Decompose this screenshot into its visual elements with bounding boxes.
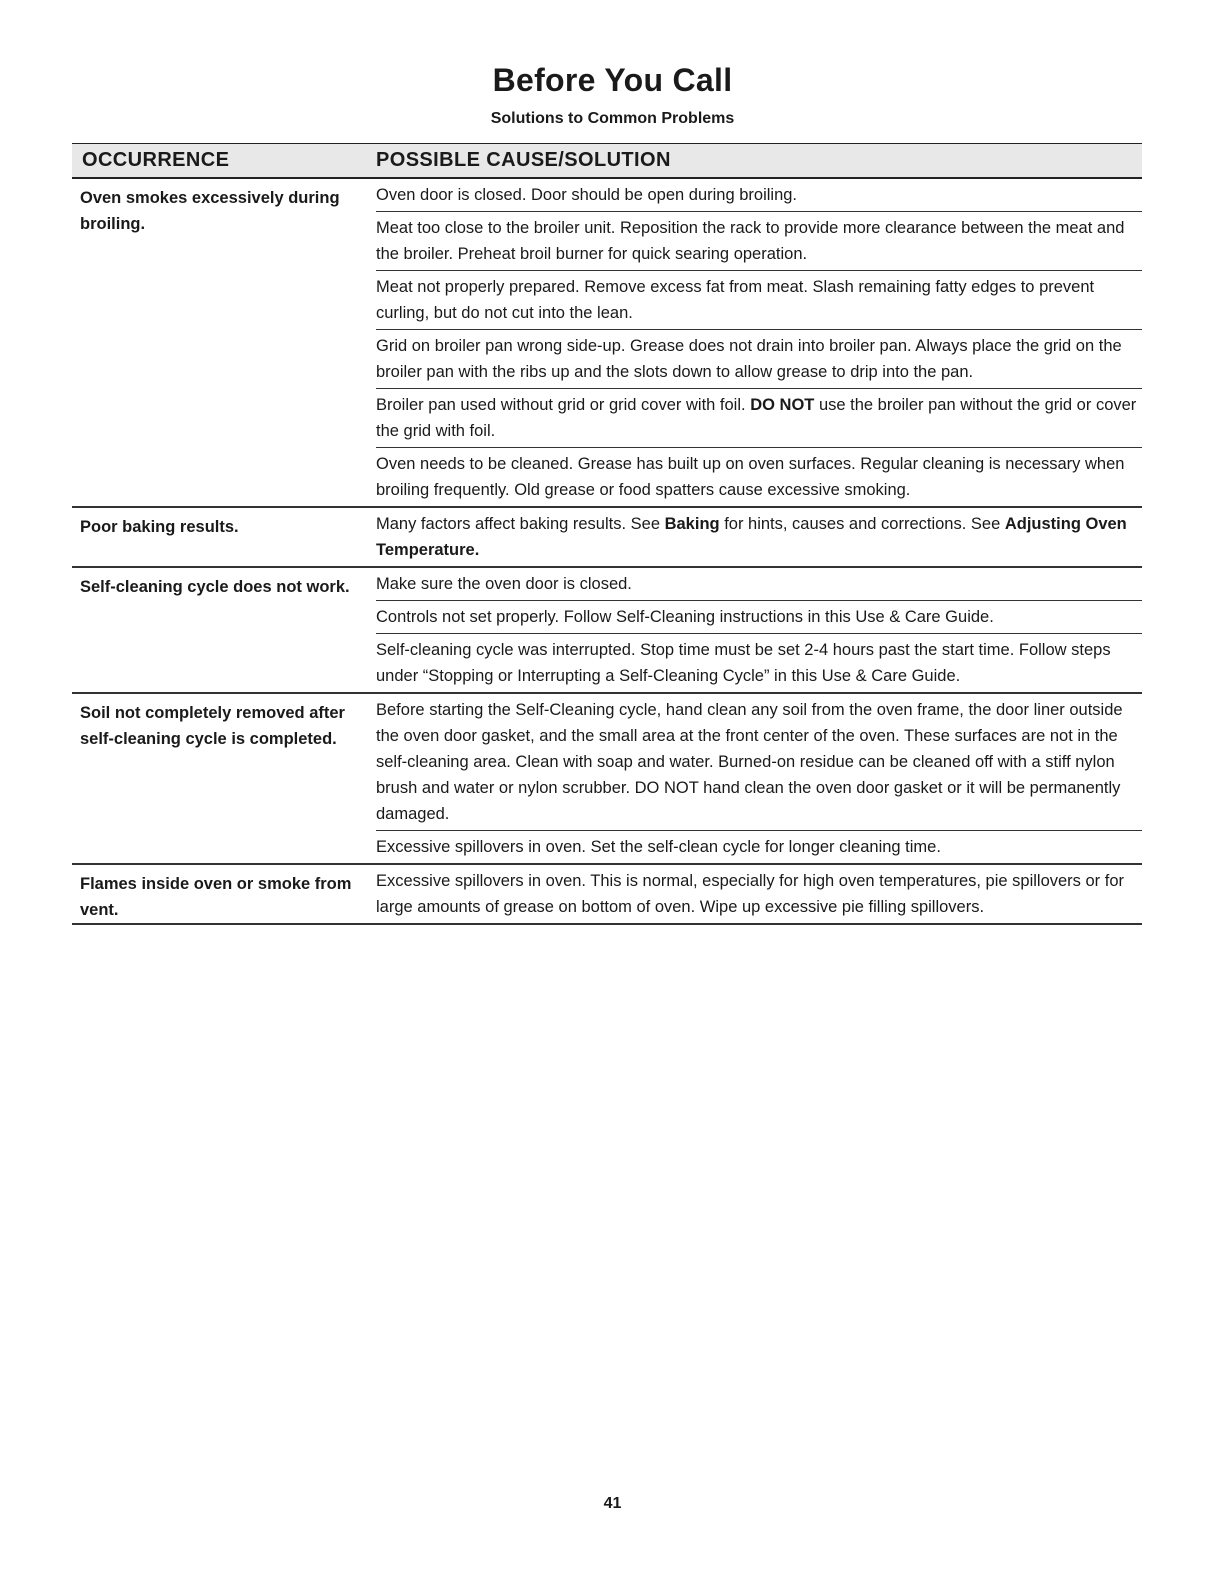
- table-row: [72, 508, 1142, 568]
- table-row: [72, 179, 1142, 508]
- solution-item: [376, 865, 1142, 923]
- solution-item: [376, 271, 1142, 330]
- occurrence-cell: Soil not completely removed after self-cleaning cycle is completed.: [80, 704, 345, 748]
- solution-text: Broiler pan used without grid or grid cover with foil.: [376, 396, 751, 414]
- solution-text: for hints, causes and corrections. See: [719, 515, 1005, 533]
- solution-text: Oven door is closed. Door should be open during broiling.: [376, 186, 798, 204]
- solution-item: [376, 389, 1142, 448]
- occurrence-cell: Self-cleaning cycle does not work.: [80, 578, 350, 596]
- emphasis-text: Baking: [664, 515, 720, 533]
- page-number: 41: [603, 1495, 622, 1512]
- solution-text: Many factors affect baking results. See: [376, 515, 665, 533]
- table-row: [72, 865, 1142, 925]
- emphasis-text: DO NOT: [750, 396, 815, 414]
- solution-text: Grid on broiler pan wrong side-up. Grease does not drain into broiler pan. Always place the grid on the broiler pan with the ribs up and the slots down to allow grease to drip into the pan.: [376, 337, 1122, 381]
- table-header: [72, 144, 1142, 179]
- solution-text: Before starting the Self-Cleaning cycle, hand clean any soil from the oven frame, the door liner outside the oven door gasket, and the small area at the front center of the oven. These surfaces are not in the self-cleaning area. Clean with soap and water. Burned-on residue can be cleaned off with a stiff nylon brush and water or nylon scrubber. DO NOT hand clean the oven door gasket or it will be permanently damaged.: [376, 701, 1123, 823]
- troubleshooting-table: [72, 143, 1142, 925]
- solution-text: Meat too close to the broiler unit. Reposition the rack to provide more clearance between the meat and the broiler. Preheat broil burner for quick searing operation.: [376, 219, 1125, 263]
- solution-text: Excessive spillovers in oven. Set the self-clean cycle for longer cleaning time.: [376, 838, 941, 856]
- solution-item: [376, 508, 1142, 566]
- solution-item: [376, 831, 1142, 863]
- table-row: [72, 568, 1142, 694]
- occurrence-cell: Flames inside oven or smoke from vent.: [80, 875, 352, 919]
- emphasis-text: Adjusting Oven Temperature.: [376, 515, 1127, 559]
- solution-list: [376, 179, 1142, 506]
- solution-item: [376, 601, 1142, 634]
- solution-item: [376, 330, 1142, 389]
- table-row: [72, 694, 1142, 865]
- solution-header: POSSIBLE CAUSE/SOLUTION: [376, 149, 671, 171]
- solution-text: Controls not set properly. Follow Self-Cleaning instructions in this Use & Care Guide.: [376, 608, 994, 626]
- solution-item: [376, 634, 1142, 692]
- solution-item: [376, 694, 1142, 831]
- solution-item: [376, 568, 1142, 601]
- table-body: [72, 179, 1142, 925]
- solution-text: Oven needs to be cleaned. Grease has built up on oven surfaces. Regular cleaning is necessary when broiling frequently. Old grease or food spatters cause excessive smoking.: [376, 455, 1125, 499]
- page-subtitle: Solutions to Common Problems: [490, 110, 735, 127]
- occurrence-header: OCCURRENCE: [82, 149, 230, 171]
- occurrence-cell: Poor baking results.: [80, 518, 239, 536]
- solution-item: [376, 179, 1142, 212]
- solution-list: [376, 568, 1142, 692]
- solution-text: Make sure the oven door is closed.: [376, 575, 632, 593]
- solution-list: [376, 694, 1142, 863]
- solution-list: [376, 865, 1142, 923]
- solution-text: use the broiler pan without the grid or cover the grid with foil.: [376, 396, 1137, 440]
- solution-list: [376, 508, 1142, 566]
- page-title: Before You Call: [492, 62, 733, 98]
- solution-text: Excessive spillovers in oven. This is normal, especially for high oven temperatures, pie spillovers or for large amounts of grease on bottom of oven. Wipe up excessive pie filling spillovers.: [376, 872, 1125, 916]
- solution-item: [376, 448, 1142, 506]
- solution-item: [376, 212, 1142, 271]
- solution-text: Meat not properly prepared. Remove excess fat from meat. Slash remaining fatty edges to prevent curling, but do not cut into the lean.: [376, 278, 1095, 322]
- occurrence-cell: Oven smokes excessively during broiling.: [80, 189, 340, 233]
- solution-text: Self-cleaning cycle was interrupted. Stop time must be set 2-4 hours past the start time. Follow steps under “Stopping or Interrupting a Self-Cleaning Cycle” in this Use & Care Guide.: [376, 641, 1111, 685]
